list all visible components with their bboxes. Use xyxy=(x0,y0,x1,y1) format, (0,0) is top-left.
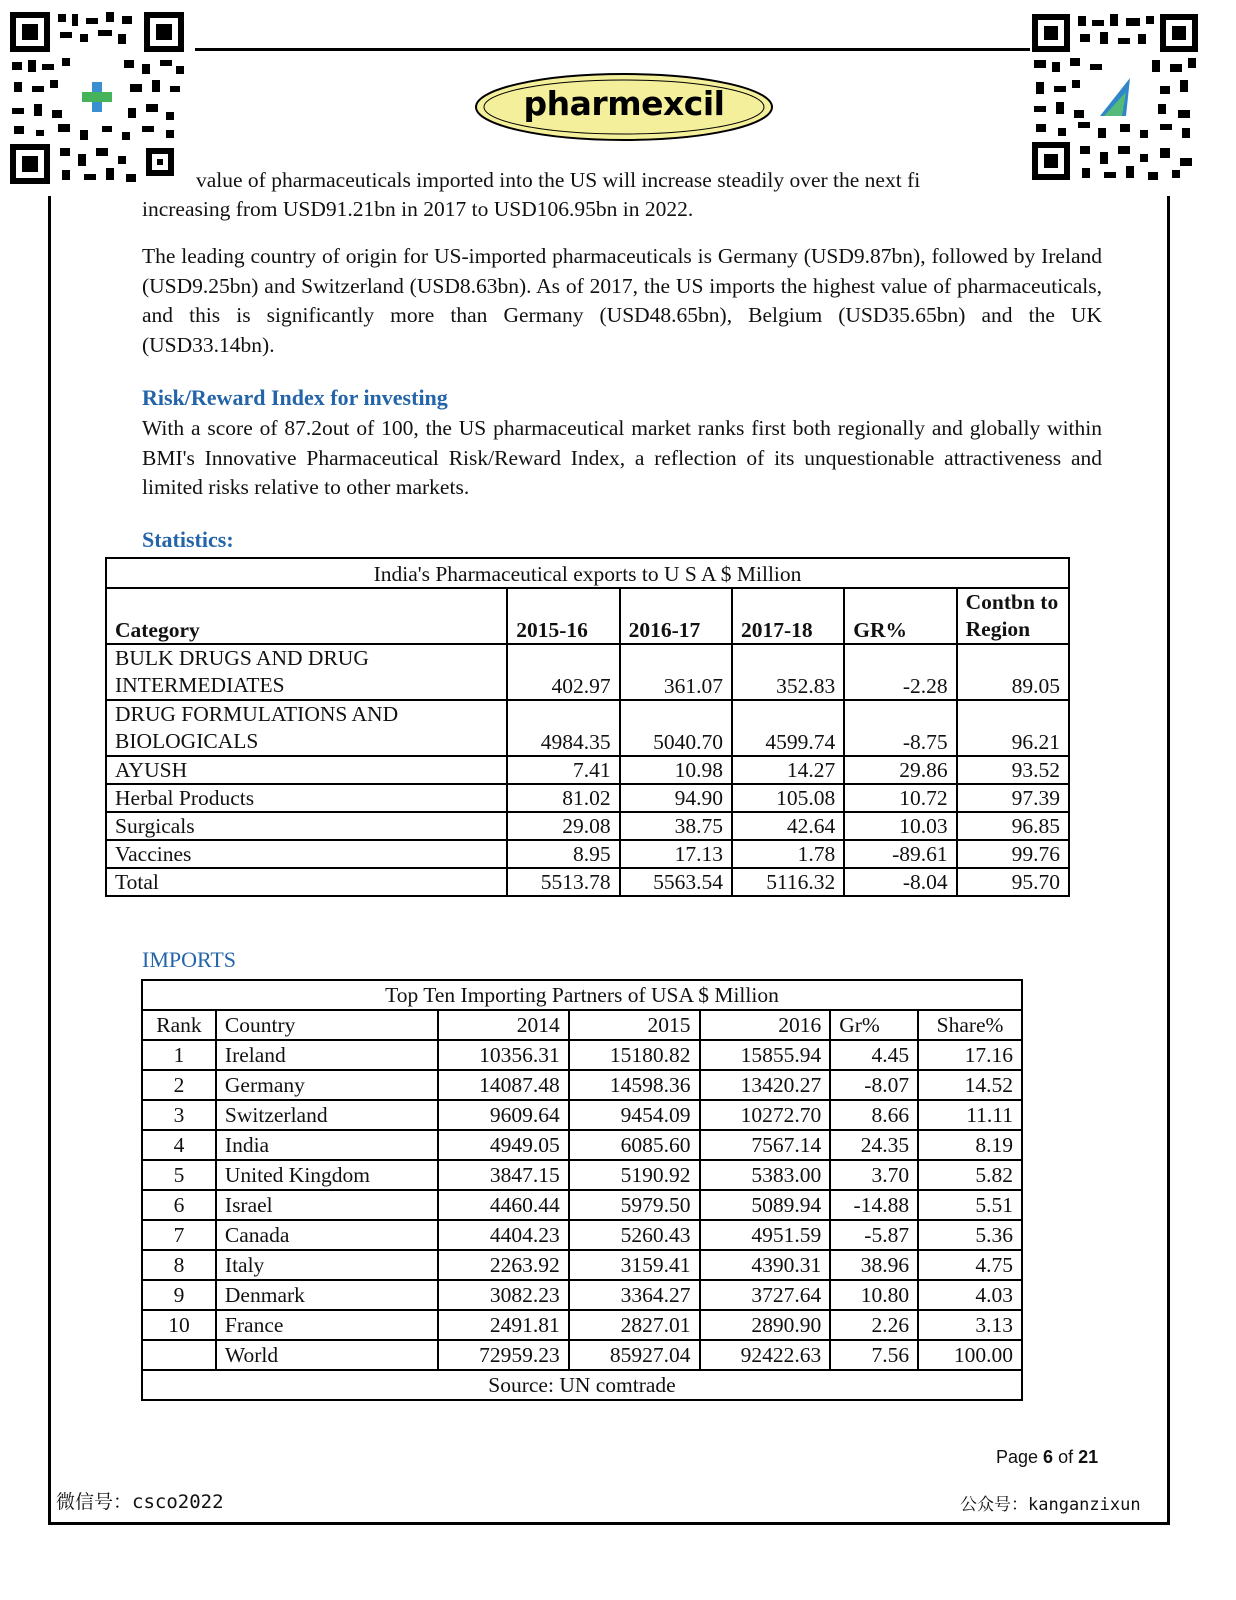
category-cell: Vaccines xyxy=(106,840,507,868)
gr-cell: 2.26 xyxy=(830,1310,918,1340)
col-contbn: Contbn to Region xyxy=(957,588,1069,644)
risk-paragraph: With a score of 87.2out of 100, the US pharmaceutical market ranks first both regionally and globally within BMI's Innovative Pharmaceutical Risk/Reward Index, a reflection of its unquestionable attractiveness and limited risks relative to other markets. xyxy=(142,416,1102,499)
value-2014: 2491.81 xyxy=(438,1310,569,1340)
origin-paragraph: The leading country of origin for US-imported pharmaceuticals is Germany (USD9.87bn), followed by Ireland (USD9.25bn) and Switzerland (USD8.63bn). As of 2017, the US imports the highest value of pharmaceuticals, and this is significantly more than Germany (USD48.65bn), Belgium (USD35.65bn) and the UK (USD33.14bn). xyxy=(142,244,1102,357)
statistics-heading: Statistics: xyxy=(142,527,234,552)
col-2015: 2015 xyxy=(569,1010,700,1040)
value-2017-18: 105.08 xyxy=(732,784,844,812)
rank-cell xyxy=(142,1340,216,1370)
exports-row xyxy=(106,812,1069,840)
gr-cell: -5.87 xyxy=(830,1220,918,1250)
share-cell: 11.11 xyxy=(918,1100,1022,1130)
col-2017-18: 2017-18 xyxy=(732,588,844,644)
exports-table-caption: India's Pharmaceutical exports to U S A $ Million xyxy=(106,558,1069,588)
share-cell: 5.51 xyxy=(918,1190,1022,1220)
contbn-cell: 97.39 xyxy=(957,784,1069,812)
share-cell: 100.00 xyxy=(918,1340,1022,1370)
gr-cell: 8.66 xyxy=(830,1100,918,1130)
value-2015: 9454.09 xyxy=(569,1100,700,1130)
header-rule xyxy=(195,48,1033,51)
exports-row xyxy=(106,840,1069,868)
category-cell: Herbal Products xyxy=(106,784,507,812)
value-2014: 4460.44 xyxy=(438,1190,569,1220)
value-2016-17: 10.98 xyxy=(620,756,732,784)
value-2016: 15855.94 xyxy=(700,1040,831,1070)
imports-row xyxy=(142,1040,1022,1070)
share-cell: 17.16 xyxy=(918,1040,1022,1070)
imports-row xyxy=(142,1100,1022,1130)
rank-cell: 1 xyxy=(142,1040,216,1070)
share-cell: 4.75 xyxy=(918,1250,1022,1280)
value-2015-16: 8.95 xyxy=(507,840,619,868)
imports-row xyxy=(142,1340,1022,1370)
share-cell: 5.82 xyxy=(918,1160,1022,1190)
value-2016: 7567.14 xyxy=(700,1130,831,1160)
rank-cell: 9 xyxy=(142,1280,216,1310)
risk-heading: Risk/Reward Index for investing xyxy=(142,385,448,410)
col-2016: 2016 xyxy=(700,1010,831,1040)
gr-cell: -2.28 xyxy=(844,644,956,700)
value-2016-17: 5040.70 xyxy=(620,700,732,756)
value-2015: 5979.50 xyxy=(569,1190,700,1220)
value-2015-16: 29.08 xyxy=(507,812,619,840)
exports-table xyxy=(105,557,1070,897)
contbn-cell: 99.76 xyxy=(957,840,1069,868)
value-2015: 14598.36 xyxy=(569,1070,700,1100)
category-cell: AYUSH xyxy=(106,756,507,784)
rank-cell: 4 xyxy=(142,1130,216,1160)
imports-row xyxy=(142,1190,1022,1220)
share-cell: 14.52 xyxy=(918,1070,1022,1100)
rank-cell: 7 xyxy=(142,1220,216,1250)
value-2014: 4949.05 xyxy=(438,1130,569,1160)
value-2015: 5260.43 xyxy=(569,1220,700,1250)
rank-cell: 6 xyxy=(142,1190,216,1220)
qr-code-left xyxy=(6,8,188,188)
rank-cell: 8 xyxy=(142,1250,216,1280)
col-category: Category xyxy=(106,588,507,644)
value-2016: 4951.59 xyxy=(700,1220,831,1250)
imports-row xyxy=(142,1280,1022,1310)
imports-row xyxy=(142,1220,1022,1250)
gr-cell: 3.70 xyxy=(830,1160,918,1190)
share-cell: 4.03 xyxy=(918,1280,1022,1310)
value-2016-17: 38.75 xyxy=(620,812,732,840)
imports-row xyxy=(142,1250,1022,1280)
value-2016: 4390.31 xyxy=(700,1250,831,1280)
category-cell: DRUG FORMULATIONS AND BIOLOGICALS xyxy=(106,700,507,756)
value-2014: 14087.48 xyxy=(438,1070,569,1100)
col-2015-16: 2015-16 xyxy=(507,588,619,644)
country-cell: Israel xyxy=(216,1190,438,1220)
value-2015: 3364.27 xyxy=(569,1280,700,1310)
gr-cell: -8.04 xyxy=(844,868,956,896)
value-2015: 6085.60 xyxy=(569,1130,700,1160)
page-number xyxy=(996,1447,1098,1468)
col-share-pct: Share% xyxy=(918,1010,1022,1040)
exports-row xyxy=(106,700,1069,756)
gr-cell: 10.03 xyxy=(844,812,956,840)
value-2017-18: 4599.74 xyxy=(732,700,844,756)
value-2015-16: 5513.78 xyxy=(507,868,619,896)
col-2014: 2014 xyxy=(438,1010,569,1040)
country-cell: France xyxy=(216,1310,438,1340)
value-2017-18: 14.27 xyxy=(732,756,844,784)
value-2016: 13420.27 xyxy=(700,1070,831,1100)
rank-cell: 10 xyxy=(142,1310,216,1340)
value-2015-16: 81.02 xyxy=(507,784,619,812)
gr-cell: -14.88 xyxy=(830,1190,918,1220)
value-2016: 3727.64 xyxy=(700,1280,831,1310)
imports-row xyxy=(142,1130,1022,1160)
gr-cell: 10.80 xyxy=(830,1280,918,1310)
value-2014: 2263.92 xyxy=(438,1250,569,1280)
gr-cell: -8.07 xyxy=(830,1070,918,1100)
rank-cell: 5 xyxy=(142,1160,216,1190)
country-cell: Canada xyxy=(216,1220,438,1250)
value-2016: 92422.63 xyxy=(700,1340,831,1370)
value-2014: 4404.23 xyxy=(438,1220,569,1250)
value-2017-18: 42.64 xyxy=(732,812,844,840)
gr-cell: 29.86 xyxy=(844,756,956,784)
value-2015-16: 4984.35 xyxy=(507,700,619,756)
exports-row xyxy=(106,868,1069,896)
imports-row xyxy=(142,1160,1022,1190)
gr-cell: 7.56 xyxy=(830,1340,918,1370)
contbn-cell: 96.21 xyxy=(957,700,1069,756)
exports-row xyxy=(106,784,1069,812)
category-cell: Surgicals xyxy=(106,812,507,840)
country-cell: World xyxy=(216,1340,438,1370)
gr-cell: 24.35 xyxy=(830,1130,918,1160)
intro-line-1: value of pharmaceuticals imported into the US will increase steadily over the next fi xyxy=(196,168,921,192)
value-2014: 72959.23 xyxy=(438,1340,569,1370)
value-2016: 2890.90 xyxy=(700,1310,831,1340)
gr-cell: 10.72 xyxy=(844,784,956,812)
imports-table xyxy=(141,979,1023,1401)
contbn-cell: 96.85 xyxy=(957,812,1069,840)
category-cell: Total xyxy=(106,868,507,896)
page-mid: of xyxy=(1053,1447,1079,1467)
col-rank: Rank xyxy=(142,1010,216,1040)
share-cell: 3.13 xyxy=(918,1310,1022,1340)
wechat-id-left: 微信号：csco2022 xyxy=(56,1491,224,1513)
value-2016: 5383.00 xyxy=(700,1160,831,1190)
value-2014: 3082.23 xyxy=(438,1280,569,1310)
country-cell: United Kingdom xyxy=(216,1160,438,1190)
imports-row xyxy=(142,1070,1022,1100)
value-2015-16: 7.41 xyxy=(507,756,619,784)
country-cell: India xyxy=(216,1130,438,1160)
share-cell: 8.19 xyxy=(918,1130,1022,1160)
value-2015-16: 402.97 xyxy=(507,644,619,700)
country-cell: Germany xyxy=(216,1070,438,1100)
contbn-cell: 89.05 xyxy=(957,644,1069,700)
contbn-cell: 93.52 xyxy=(957,756,1069,784)
gr-cell: -89.61 xyxy=(844,840,956,868)
imports-table-caption: Top Ten Importing Partners of USA $ Million xyxy=(142,980,1022,1010)
value-2015: 3159.41 xyxy=(569,1250,700,1280)
country-cell: Switzerland xyxy=(216,1100,438,1130)
value-2015: 85927.04 xyxy=(569,1340,700,1370)
country-cell: Italy xyxy=(216,1250,438,1280)
gr-cell: 4.45 xyxy=(830,1040,918,1070)
value-2016: 10272.70 xyxy=(700,1100,831,1130)
contbn-cell: 95.70 xyxy=(957,868,1069,896)
exports-row xyxy=(106,756,1069,784)
value-2016: 5089.94 xyxy=(700,1190,831,1220)
value-2016-17: 5563.54 xyxy=(620,868,732,896)
col-country: Country xyxy=(216,1010,438,1040)
intro-line-2: increasing from USD91.21bn in 2017 to USD106.95bn in 2022. xyxy=(142,197,694,221)
col-gr: GR% xyxy=(844,588,956,644)
imports-heading: IMPORTS xyxy=(142,947,237,972)
page-current: 6 xyxy=(1043,1447,1054,1467)
value-2014: 9609.64 xyxy=(438,1100,569,1130)
value-2016-17: 94.90 xyxy=(620,784,732,812)
logo-text: pharmexcil xyxy=(523,84,725,123)
value-2017-18: 1.78 xyxy=(732,840,844,868)
page-total: 21 xyxy=(1078,1447,1099,1467)
imports-row xyxy=(142,1310,1022,1340)
imports-source: Source: UN comtrade xyxy=(142,1370,1022,1400)
gr-cell: 38.96 xyxy=(830,1250,918,1280)
value-2014: 3847.15 xyxy=(438,1160,569,1190)
col-gr-pct: Gr% xyxy=(830,1010,918,1040)
value-2016-17: 361.07 xyxy=(620,644,732,700)
value-2017-18: 352.83 xyxy=(732,644,844,700)
rank-cell: 2 xyxy=(142,1070,216,1100)
category-cell: BULK DRUGS AND DRUG INTERMEDIATES xyxy=(106,644,507,700)
rank-cell: 3 xyxy=(142,1100,216,1130)
value-2014: 10356.31 xyxy=(438,1040,569,1070)
col-2016-17: 2016-17 xyxy=(620,588,732,644)
page-prefix: Page xyxy=(996,1447,1044,1467)
value-2017-18: 5116.32 xyxy=(732,868,844,896)
country-cell: Denmark xyxy=(216,1280,438,1310)
gr-cell: -8.75 xyxy=(844,700,956,756)
share-cell: 5.36 xyxy=(918,1220,1022,1250)
value-2015: 2827.01 xyxy=(569,1310,700,1340)
value-2015: 15180.82 xyxy=(569,1040,700,1070)
value-2016-17: 17.13 xyxy=(620,840,732,868)
wechat-id-right: 公众号：kanganzixun xyxy=(960,1495,1141,1515)
exports-row xyxy=(106,644,1069,700)
qr-code-right xyxy=(1030,12,1200,182)
country-cell: Ireland xyxy=(216,1040,438,1070)
value-2015: 5190.92 xyxy=(569,1160,700,1190)
